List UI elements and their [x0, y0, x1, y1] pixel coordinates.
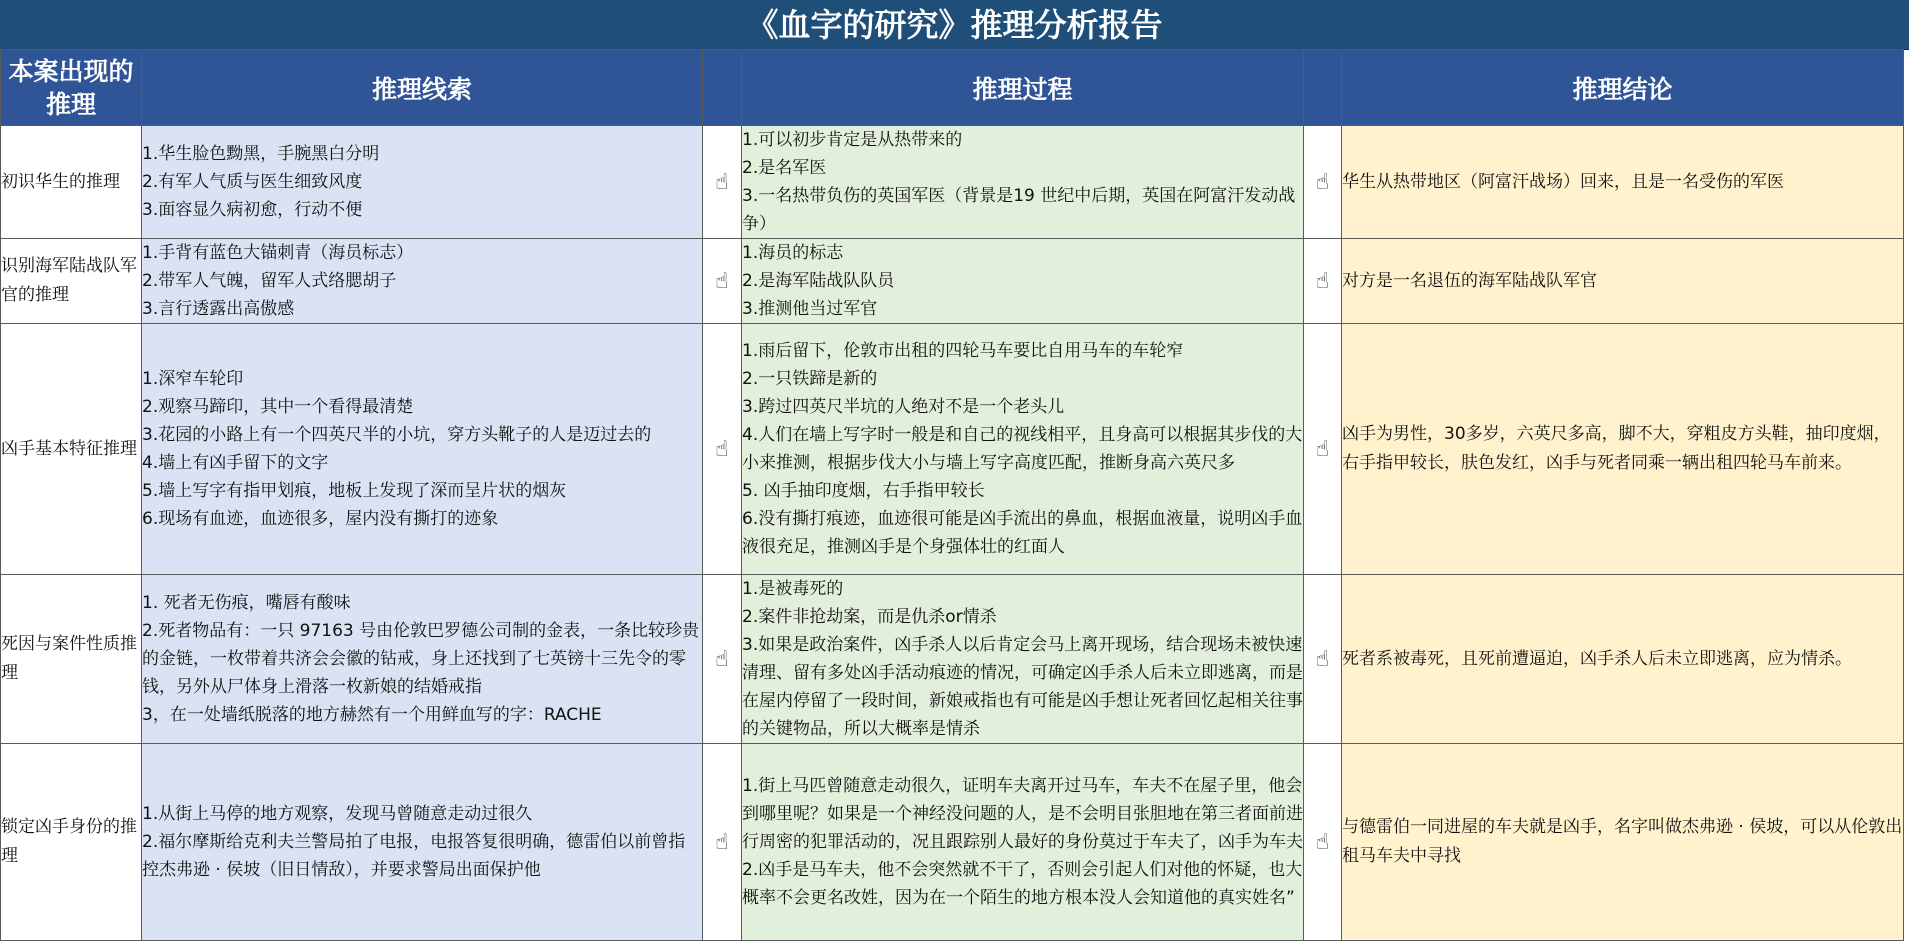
pointing-hand-icon: ☝ [703, 744, 742, 941]
table-row [1, 744, 1904, 941]
pointing-hand-icon: ☝ [703, 239, 742, 324]
row-conclusion: 华生从热带地区（阿富汗战场）回来，且是一名受伤的军医 [1342, 126, 1904, 239]
clue-item: 1.手背有蓝色大锚刺青（海员标志） [142, 243, 414, 263]
clue-item: 3.面容显久病初愈，行动不便 [142, 200, 363, 220]
clue-item: 1.从街上马停的地方观察，发现马曾随意走动过很久 [142, 804, 533, 824]
process-item: 1.可以初步肯定是从热带来的 [742, 130, 963, 150]
row-topic: 识别海军陆战队军官的推理 [1, 239, 142, 324]
clue-item: 1. 死者无伤痕，嘴唇有酸味 [142, 593, 351, 613]
row-conclusion: 凶手为男性，30多岁，六英尺多高，脚不大，穿粗皮方头鞋，抽印度烟，右手指甲较长，肤色发红，凶手与死者同乘一辆出租四轮马车前来。 [1342, 324, 1904, 575]
row-topic: 死因与案件性质推理 [1, 575, 142, 744]
pointing-hand-icon: ☝ [1304, 575, 1342, 744]
clue-item: 4.墙上有凶手留下的文字 [142, 453, 329, 473]
process-item: 2.是海军陆战队队员 [742, 271, 895, 291]
process-item: 2.一只铁蹄是新的 [742, 369, 878, 389]
process-item: 2.案件非抢劫案，而是仇杀or情杀 [742, 607, 997, 627]
process-item: 1.是被毒死的 [742, 579, 844, 599]
table-row [1, 575, 1904, 744]
process-item: 6.没有撕打痕迹，血迹很可能是凶手流出的鼻血，根据血液量，说明凶手血液很充足，推测凶手是个身强体壮的红面人 [742, 509, 1303, 557]
header-process: 推理过程 [742, 50, 1304, 126]
row-process [742, 744, 1304, 941]
pointing-hand-icon: ☝ [703, 575, 742, 744]
title-bar [0, 0, 1909, 50]
report-title: 《血字的研究》推理分析报告 [746, 6, 1163, 44]
row-process [742, 126, 1304, 239]
clue-item: 6.现场有血迹，血迹很多，屋内没有撕打的迹象 [142, 509, 499, 529]
pointing-hand-icon: ☝ [1304, 239, 1342, 324]
table-row [1, 324, 1904, 575]
pointing-hand-icon: ☝ [1304, 126, 1342, 239]
row-conclusion: 与德雷伯一同进屋的车夫就是凶手，名字叫做杰弗逊 · 侯坡，可以从伦敦出租马车夫中寻找 [1342, 744, 1904, 941]
clue-item: 3.花园的小路上有一个四英尺半的小坑，穿方头靴子的人是迈过去的 [142, 425, 652, 445]
process-item: 3.跨过四英尺半坑的人绝对不是一个老头儿 [742, 397, 1065, 417]
process-item: 3.如果是政治案件，凶手杀人以后肯定会马上离开现场，结合现场未被快速清理、留有多处凶手活动痕迹的情况，可确定凶手杀人后未立即逃离，而是在屋内停留了一段时间，新娘戒指也有可能是凶手想让死者回忆起相关往事的关键物品，所以大概率是情杀 [742, 635, 1303, 739]
pointing-hand-icon: ☝ [703, 324, 742, 575]
header-clues: 推理线索 [142, 50, 703, 126]
process-item: 1.街上马匹曾随意走动很久，证明车夫离开过马车，车夫不在屋子里，他会到哪里呢？如果是一个神经没问题的人，是不会明目张胆地在第三者面前进行周密的犯罪活动的，况且跟踪别人最好的身份莫过于车夫了，凶手为车夫 [742, 776, 1303, 852]
row-clues [142, 239, 703, 324]
clue-item: 2.福尔摩斯给克利夫兰警局拍了电报，电报答复很明确，德雷伯以前曾指控杰弗逊 · 侯坡（旧日情敌），并要求警局出面保护他 [142, 832, 686, 880]
header-topic: 本案出现的推理 [1, 50, 142, 126]
row-clues [142, 324, 703, 575]
table-row [1, 239, 1904, 324]
pointing-hand-icon: ☝ [1304, 744, 1342, 941]
header-conclusion: 推理结论 [1342, 50, 1904, 126]
clue-item: 1.华生脸色黝黑，手腕黑白分明 [142, 144, 380, 164]
table-row [1, 126, 1904, 239]
process-item: 1.雨后留下，伦敦市出租的四轮马车要比自用马车的车轮窄 [742, 341, 1184, 361]
row-conclusion: 死者系被毒死，且死前遭逼迫，凶手杀人后未立即逃离，应为情杀。 [1342, 575, 1904, 744]
clue-item: 3，在一处墙纸脱落的地方赫然有一个用鲜血写的字：RACHE [142, 705, 602, 725]
row-clues [142, 575, 703, 744]
row-topic: 锁定凶手身份的推理 [1, 744, 142, 941]
pointing-hand-icon: ☝ [703, 126, 742, 239]
clue-item: 1.深窄车轮印 [142, 369, 244, 389]
clue-item: 3.言行透露出高傲感 [142, 299, 295, 319]
process-item: 2.是名军医 [742, 158, 827, 178]
clue-item: 2.死者物品有：一只 97163 号由伦敦巴罗德公司制的金表，一条比较珍贵的金链，一枚带着共济会会徽的钻戒，身上还找到了七英镑十三先令的零钱，另外从尸体身上滑落一枚新娘的结婚戒指 [142, 621, 700, 697]
row-process [742, 324, 1304, 575]
clue-item: 2.有军人气质与医生细致风度 [142, 172, 363, 192]
process-item: 5. 凶手抽印度烟，右手指甲较长 [742, 481, 985, 501]
process-item: 2.凶手是马车夫，他不会突然就不干了，否则会引起人们对他的怀疑，也大概率不会更名改姓，因为在一个陌生的地方根本没人会知道他的真实姓名” [742, 860, 1303, 908]
clue-item: 2.观察马蹄印，其中一个看得最清楚 [142, 397, 414, 417]
process-item: 1.海员的标志 [742, 243, 844, 263]
row-clues [142, 744, 703, 941]
clue-item: 5.墙上写字有指甲划痕，地板上发现了深而呈片状的烟灰 [142, 481, 567, 501]
pointing-hand-icon: ☝ [1304, 324, 1342, 575]
row-process [742, 239, 1304, 324]
header-arrow-blank [703, 50, 742, 126]
row-topic: 凶手基本特征推理 [1, 324, 142, 575]
row-clues [142, 126, 703, 239]
analysis-table [0, 49, 1904, 941]
process-item: 3.推测他当过军官 [742, 299, 878, 319]
process-item: 3.一名热带负伤的英国军医（背景是19 世纪中后期，英国在阿富汗发动战争） [742, 186, 1296, 234]
process-item: 4.人们在墙上写字时一般是和自己的视线相平，且身高可以根据其步伐的大小来推测，根据步伐大小与墙上写字高度匹配，推断身高六英尺多 [742, 425, 1303, 473]
header-row [1, 50, 1904, 126]
header-arrow-blank [1304, 50, 1342, 126]
row-process [742, 575, 1304, 744]
clue-item: 2.带军人气魄，留军人式络腮胡子 [142, 271, 397, 291]
row-conclusion: 对方是一名退伍的海军陆战队军官 [1342, 239, 1904, 324]
row-topic: 初识华生的推理 [1, 126, 142, 239]
